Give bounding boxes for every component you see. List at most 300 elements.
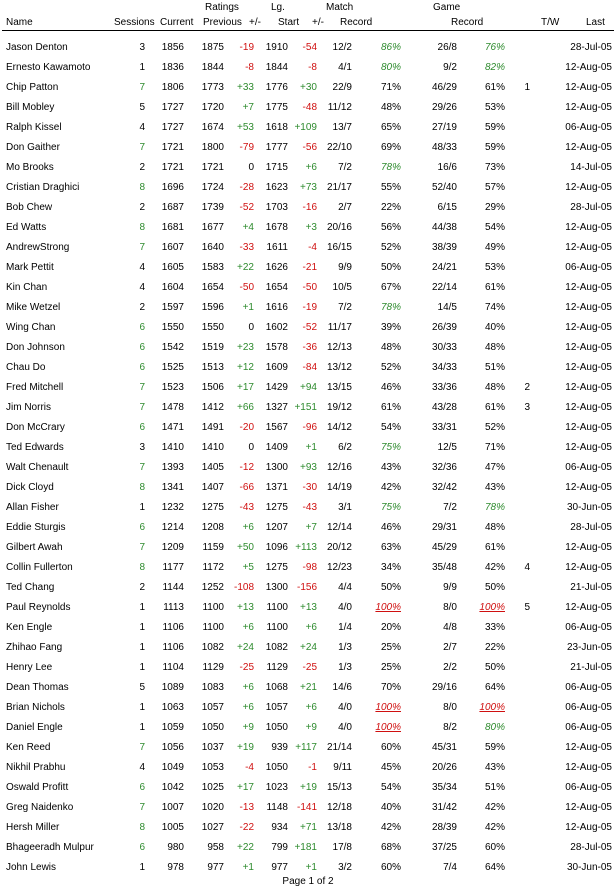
cell-start: 1068 — [265, 682, 288, 693]
cell-match-pct: 40% — [380, 802, 401, 813]
cell-match-pct: 100% — [375, 702, 401, 713]
cell-game-record: 27/19 — [431, 122, 457, 133]
cell-name: Daniel Engle — [6, 722, 63, 733]
table-row — [0, 698, 616, 718]
cell-sessions: 7 — [139, 542, 145, 553]
cell-game-pct: 60% — [484, 842, 505, 853]
cell-game-record: 31/42 — [431, 802, 457, 813]
cell-game-pct: 52% — [484, 422, 505, 433]
cell-rating-change: +1 — [242, 302, 254, 313]
cell-match-pct: 42% — [380, 482, 401, 493]
cell-previous: 1491 — [201, 422, 224, 433]
cell-name: Oswald Profitt — [6, 782, 69, 793]
cell-name: Henry Lee — [6, 662, 53, 673]
cell-sessions: 8 — [139, 562, 145, 573]
cell-match-pct: 25% — [380, 662, 401, 673]
cell-match-pct: 75% — [380, 502, 401, 513]
cell-start-change: -141 — [296, 802, 317, 813]
cell-game-pct: 54% — [484, 222, 505, 233]
cell-game-record: 6/15 — [437, 202, 457, 213]
cell-name: Jason Denton — [6, 42, 68, 53]
table-row — [0, 498, 616, 518]
cell-last: 28-Jul-05 — [570, 202, 612, 213]
cell-sessions: 1 — [139, 642, 145, 653]
table-row — [0, 118, 616, 138]
cell-previous: 1677 — [201, 222, 224, 233]
cell-game-record: 8/2 — [443, 722, 457, 733]
cell-rating-change: +53 — [237, 122, 254, 133]
cell-start: 977 — [271, 862, 288, 873]
cell-previous: 1800 — [201, 142, 224, 153]
cell-previous: 1739 — [201, 202, 224, 213]
cell-sessions: 6 — [139, 362, 145, 373]
table-row — [0, 718, 616, 738]
cell-current: 1721 — [161, 162, 184, 173]
cell-rating-change: +22 — [237, 842, 254, 853]
cell-previous: 1773 — [201, 82, 224, 93]
cell-match-pct: 68% — [380, 842, 401, 853]
table-row — [0, 738, 616, 758]
cell-sessions: 1 — [139, 722, 145, 733]
cell-current: 1106 — [162, 622, 184, 633]
cell-match-record: 13/15 — [326, 382, 352, 393]
cell-match-pct: 78% — [380, 162, 401, 173]
cell-sessions: 7 — [139, 802, 145, 813]
table-row — [0, 438, 616, 458]
table-row — [0, 638, 616, 658]
cell-game-pct: 43% — [484, 762, 505, 773]
cell-start-change: -30 — [302, 482, 317, 493]
cell-last: 12-Aug-05 — [565, 322, 612, 333]
cell-rating-change: +12 — [237, 362, 254, 373]
cell-current: 1209 — [161, 542, 184, 553]
cell-last: 12-Aug-05 — [565, 182, 612, 193]
cell-rating-change: +17 — [237, 782, 254, 793]
table-row — [0, 218, 616, 238]
cell-game-record: 35/48 — [431, 562, 457, 573]
cell-start: 1567 — [265, 422, 288, 433]
cell-game-record: 48/33 — [431, 142, 457, 153]
cell-match-pct: 71% — [380, 82, 401, 93]
cell-start-change: +71 — [300, 822, 317, 833]
cell-rating-change: 0 — [248, 162, 254, 173]
cell-current: 1144 — [162, 582, 184, 593]
cell-last: 06-Aug-05 — [565, 702, 612, 713]
cell-start: 1844 — [265, 62, 288, 73]
table-row — [0, 198, 616, 218]
cell-current: 1542 — [161, 342, 184, 353]
cell-game-pct: 64% — [484, 682, 505, 693]
cell-start: 1623 — [265, 182, 288, 193]
cell-current: 1393 — [161, 462, 184, 473]
cell-previous: 1159 — [202, 542, 224, 553]
cell-current: 1550 — [161, 322, 184, 333]
cell-previous: 1720 — [201, 102, 224, 113]
header-match-record: Record — [340, 17, 373, 28]
cell-rating-change: -33 — [239, 242, 254, 253]
cell-game-record: 29/16 — [431, 682, 457, 693]
cell-last: 12-Aug-05 — [565, 362, 612, 373]
cell-sessions: 7 — [139, 462, 145, 473]
cell-rating-change: -25 — [239, 662, 254, 673]
cell-current: 1604 — [161, 282, 184, 293]
cell-current: 1478 — [161, 402, 184, 413]
header-delta-start: +/- — [312, 17, 324, 28]
cell-match-record: 17/8 — [332, 842, 352, 853]
header-rule — [2, 30, 614, 31]
cell-game-record: 12/5 — [437, 442, 457, 453]
cell-previous: 1050 — [201, 722, 224, 733]
table-row — [0, 78, 616, 98]
cell-game-pct: 49% — [484, 242, 505, 253]
cell-game-pct: 59% — [484, 122, 505, 133]
cell-game-pct: 61% — [484, 282, 505, 293]
cell-start: 1057 — [265, 702, 288, 713]
cell-rating-change: 0 — [248, 442, 254, 453]
cell-sessions: 1 — [139, 662, 145, 673]
cell-start: 1609 — [265, 362, 288, 373]
cell-start: 1626 — [265, 262, 288, 273]
cell-name: Brian Nichols — [6, 702, 65, 713]
cell-name: Eddie Sturgis — [6, 522, 66, 533]
cell-last: 12-Aug-05 — [565, 82, 612, 93]
cell-start-change: +30 — [300, 82, 317, 93]
cell-start-change: -96 — [302, 422, 317, 433]
cell-start: 1618 — [265, 122, 288, 133]
cell-current: 1341 — [161, 482, 184, 493]
cell-start: 1429 — [265, 382, 288, 393]
cell-last: 12-Aug-05 — [565, 222, 612, 233]
header-previous: Previous — [203, 17, 242, 28]
cell-game-pct: 51% — [484, 362, 505, 373]
table-row — [0, 778, 616, 798]
cell-rating-change: -12 — [239, 462, 254, 473]
cell-start-change: -16 — [302, 202, 317, 213]
table-row — [0, 818, 616, 838]
cell-sessions: 8 — [139, 822, 145, 833]
cell-game-pct: 29% — [484, 202, 505, 213]
cell-game-record: 7/2 — [443, 502, 457, 513]
cell-game-record: 9/2 — [443, 62, 457, 73]
table-row — [0, 278, 616, 298]
cell-current: 1471 — [161, 422, 184, 433]
cell-start-change: -98 — [302, 562, 317, 573]
cell-match-pct: 48% — [380, 342, 401, 353]
cell-current: 1727 — [161, 102, 184, 113]
cell-start: 1148 — [266, 802, 288, 813]
cell-game-pct: 100% — [479, 602, 505, 613]
table-row — [0, 558, 616, 578]
cell-start-change: -1 — [308, 762, 317, 773]
cell-last: 12-Aug-05 — [565, 282, 612, 293]
cell-game-record: 26/39 — [431, 322, 457, 333]
cell-name: Walt Chenault — [6, 462, 69, 473]
cell-last: 06-Aug-05 — [565, 262, 612, 273]
cell-name: Kin Chan — [6, 282, 48, 293]
cell-last: 12-Aug-05 — [565, 142, 612, 153]
cell-last: 06-Aug-05 — [565, 122, 612, 133]
cell-start-change: +73 — [300, 182, 317, 193]
cell-previous: 1129 — [202, 662, 224, 673]
cell-match-pct: 46% — [380, 382, 401, 393]
cell-match-record: 20/16 — [326, 222, 352, 233]
table-row — [0, 458, 616, 478]
cell-rating-change: +5 — [242, 562, 254, 573]
cell-match-pct: 48% — [380, 102, 401, 113]
cell-sessions: 7 — [139, 82, 145, 93]
cell-rating-change: +50 — [237, 542, 254, 553]
cell-match-record: 22/10 — [326, 142, 352, 153]
cell-game-record: 7/4 — [443, 862, 457, 873]
cell-name: AndrewStrong — [6, 242, 70, 253]
cell-start: 1082 — [265, 642, 288, 653]
cell-last: 06-Aug-05 — [565, 622, 612, 633]
cell-last: 30-Jun-05 — [566, 502, 612, 513]
cell-previous: 1721 — [201, 162, 224, 173]
table-row — [0, 258, 616, 278]
cell-previous: 1654 — [201, 282, 224, 293]
cell-game-pct: 82% — [484, 62, 505, 73]
cell-last: 12-Aug-05 — [565, 342, 612, 353]
cell-last: 06-Aug-05 — [565, 782, 612, 793]
cell-last: 12-Aug-05 — [565, 762, 612, 773]
cell-match-pct: 46% — [380, 522, 401, 533]
cell-current: 1059 — [161, 722, 184, 733]
cell-match-record: 11/17 — [327, 322, 352, 333]
cell-name: Ken Reed — [6, 742, 51, 753]
cell-rating-change: 0 — [248, 322, 254, 333]
cell-sessions: 4 — [139, 762, 145, 773]
cell-match-record: 4/0 — [338, 722, 352, 733]
cell-current: 1607 — [161, 242, 184, 253]
cell-match-pct: 34% — [380, 562, 401, 573]
cell-start: 939 — [271, 742, 288, 753]
page-footer: Page 1 of 2 — [282, 876, 334, 887]
cell-start: 1775 — [265, 102, 288, 113]
cell-current: 1005 — [161, 822, 184, 833]
cell-name: Wing Chan — [6, 322, 56, 333]
cell-game-record: 28/39 — [431, 822, 457, 833]
cell-last: 12-Aug-05 — [565, 742, 612, 753]
header-delta-rating: +/- — [249, 17, 261, 28]
cell-game-pct: 43% — [484, 482, 505, 493]
header-sessions: Sessions — [114, 17, 155, 28]
cell-sessions: 1 — [139, 702, 145, 713]
table-row — [0, 298, 616, 318]
cell-game-pct: 100% — [479, 702, 505, 713]
cell-game-pct: 53% — [484, 262, 505, 273]
cell-previous: 1583 — [201, 262, 224, 273]
cell-start-change: -56 — [302, 142, 317, 153]
cell-match-pct: 100% — [375, 602, 401, 613]
cell-start-change: +9 — [305, 722, 317, 733]
cell-previous: 1412 — [201, 402, 224, 413]
cell-match-pct: 69% — [380, 142, 401, 153]
cell-match-record: 4/0 — [338, 702, 352, 713]
cell-name: Hersh Miller — [6, 822, 60, 833]
cell-start-change: +1 — [305, 862, 317, 873]
cell-last: 28-Jul-05 — [570, 522, 612, 533]
cell-match-record: 6/2 — [338, 442, 352, 453]
cell-rating-change: +1 — [242, 862, 254, 873]
cell-previous: 1405 — [201, 462, 224, 473]
cell-game-record: 24/21 — [431, 262, 457, 273]
cell-match-record: 3/2 — [338, 862, 352, 873]
cell-name: Paul Reynolds — [6, 602, 71, 613]
cell-start-change: +3 — [305, 222, 317, 233]
cell-match-record: 13/12 — [326, 362, 352, 373]
cell-current: 1007 — [161, 802, 184, 813]
cell-tw: 4 — [524, 562, 530, 573]
cell-start: 1050 — [265, 722, 288, 733]
cell-match-pct: 25% — [380, 642, 401, 653]
cell-game-pct: 48% — [484, 342, 505, 353]
cell-last: 21-Jul-05 — [570, 582, 612, 593]
cell-game-record: 14/5 — [437, 302, 457, 313]
cell-game-record: 2/7 — [443, 642, 457, 653]
header-last: Last — [586, 17, 605, 28]
cell-last: 12-Aug-05 — [565, 62, 612, 73]
cell-sessions: 6 — [139, 422, 145, 433]
cell-match-record: 9/9 — [338, 262, 352, 273]
cell-previous: 1172 — [202, 562, 224, 573]
cell-name: Ken Engle — [6, 622, 53, 633]
cell-previous: 1724 — [201, 182, 224, 193]
cell-previous: 1407 — [201, 482, 224, 493]
cell-game-record: 2/2 — [443, 662, 457, 673]
cell-name: Ted Chang — [6, 582, 55, 593]
table-row — [0, 378, 616, 398]
cell-rating-change: +19 — [237, 742, 254, 753]
cell-game-record: 9/9 — [443, 582, 457, 593]
cell-tw: 3 — [524, 402, 530, 413]
cell-start-change: -54 — [302, 42, 317, 53]
cell-name: Ralph Kissel — [6, 122, 62, 133]
cell-previous: 1057 — [201, 702, 224, 713]
cell-current: 1104 — [162, 662, 184, 673]
cell-match-pct: 45% — [380, 762, 401, 773]
cell-match-pct: 63% — [380, 542, 401, 553]
cell-match-record: 12/14 — [326, 522, 352, 533]
cell-last: 12-Aug-05 — [565, 102, 612, 113]
cell-game-record: 34/33 — [431, 362, 457, 373]
cell-game-record: 46/29 — [431, 82, 457, 93]
cell-sessions: 6 — [139, 522, 145, 533]
cell-game-pct: 47% — [484, 462, 505, 473]
cell-sessions: 8 — [139, 222, 145, 233]
table-row — [0, 358, 616, 378]
cell-rating-change: +33 — [237, 82, 254, 93]
cell-game-record: 16/6 — [437, 162, 457, 173]
cell-tw: 2 — [524, 382, 530, 393]
table-row — [0, 318, 616, 338]
cell-start-change: +19 — [300, 782, 317, 793]
table-row — [0, 58, 616, 78]
cell-previous: 1082 — [201, 642, 224, 653]
cell-last: 06-Aug-05 — [565, 722, 612, 733]
cell-match-record: 7/2 — [338, 162, 352, 173]
cell-start: 1777 — [265, 142, 288, 153]
cell-previous: 1674 — [201, 122, 224, 133]
cell-current: 1056 — [161, 742, 184, 753]
cell-game-pct: 48% — [484, 522, 505, 533]
header-game: Game — [433, 2, 461, 13]
cell-match-pct: 50% — [380, 262, 401, 273]
cell-start-change: -48 — [302, 102, 317, 113]
cell-game-pct: 51% — [484, 782, 505, 793]
cell-start: 1207 — [265, 522, 288, 533]
cell-start: 1654 — [265, 282, 288, 293]
cell-sessions: 6 — [139, 842, 145, 853]
cell-game-pct: 53% — [484, 102, 505, 113]
cell-match-pct: 50% — [380, 582, 401, 593]
cell-start: 1611 — [266, 242, 288, 253]
cell-match-pct: 78% — [380, 302, 401, 313]
cell-previous: 1025 — [201, 782, 224, 793]
cell-name: Dick Cloyd — [6, 482, 54, 493]
cell-game-pct: 73% — [484, 162, 505, 173]
cell-game-record: 4/8 — [443, 622, 457, 633]
cell-start: 1678 — [265, 222, 288, 233]
cell-current: 1089 — [161, 682, 184, 693]
cell-start-change: +6 — [305, 162, 317, 173]
cell-game-record: 29/31 — [431, 522, 457, 533]
cell-match-pct: 54% — [380, 782, 401, 793]
cell-game-pct: 59% — [484, 142, 505, 153]
cell-start: 1327 — [265, 402, 288, 413]
cell-game-record: 45/29 — [431, 542, 457, 553]
cell-sessions: 1 — [139, 502, 145, 513]
table-row — [0, 518, 616, 538]
cell-rating-change: -43 — [239, 502, 254, 513]
cell-start: 1100 — [266, 602, 288, 613]
cell-name: Nikhil Prabhu — [6, 762, 66, 773]
cell-match-pct: 22% — [380, 202, 401, 213]
cell-previous: 1410 — [201, 442, 224, 453]
cell-match-record: 12/16 — [326, 462, 352, 473]
cell-match-pct: 67% — [380, 282, 401, 293]
cell-current: 1410 — [161, 442, 184, 453]
cell-sessions: 3 — [139, 442, 145, 453]
cell-game-pct: 48% — [484, 382, 505, 393]
cell-match-pct: 100% — [375, 722, 401, 733]
cell-last: 12-Aug-05 — [565, 802, 612, 813]
cell-start-change: -36 — [302, 342, 317, 353]
cell-match-pct: 52% — [380, 242, 401, 253]
cell-rating-change: +13 — [237, 602, 254, 613]
cell-name: Jim Norris — [6, 402, 51, 413]
cell-sessions: 7 — [139, 242, 145, 253]
header-tw: T/W — [541, 17, 560, 28]
cell-game-pct: 78% — [484, 502, 505, 513]
cell-name: Collin Fullerton — [6, 562, 73, 573]
cell-game-record: 35/34 — [431, 782, 457, 793]
cell-sessions: 4 — [139, 122, 145, 133]
cell-current: 1042 — [161, 782, 184, 793]
cell-start-change: -25 — [302, 662, 317, 673]
cell-name: Don McCrary — [6, 422, 65, 433]
cell-sessions: 2 — [139, 302, 145, 313]
cell-start: 1602 — [265, 322, 288, 333]
cell-rating-change: -28 — [239, 182, 254, 193]
cell-match-record: 12/2 — [332, 42, 352, 53]
header-ratings: Ratings — [205, 2, 239, 13]
cell-game-pct: 64% — [484, 862, 505, 873]
cell-current: 1113 — [163, 602, 184, 613]
cell-sessions: 1 — [139, 62, 145, 73]
cell-game-record: 26/8 — [437, 42, 457, 53]
cell-current: 1836 — [161, 62, 184, 73]
